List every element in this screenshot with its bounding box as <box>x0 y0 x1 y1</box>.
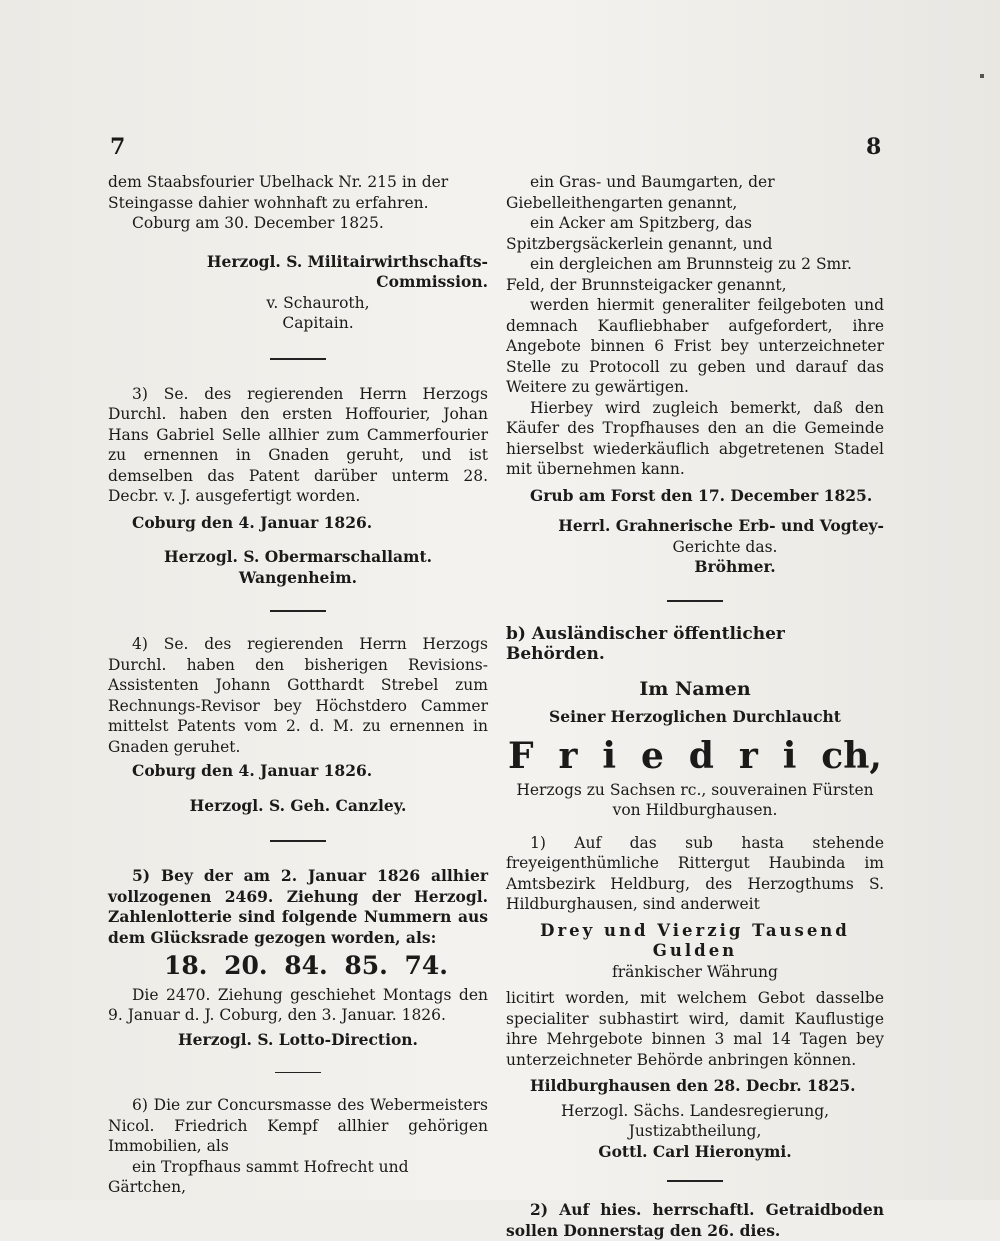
page-number-right: 8 <box>866 134 882 160</box>
herzogs-title: Herzogs zu Sachsen rc., souverainen Fürsten <box>516 780 874 799</box>
notice-1-continued: licitirt worden, mit welchem Gebot dasselbe specialiter subhastirt wird, damit Kauflustige ihre Mehrgebote binnen 3 mal 14 Tagen bey unterzeichneter Behörde anbringen können. <box>506 989 884 1069</box>
notice-1-date: Hildburghausen den 28. Decbr. 1825. <box>530 1076 856 1095</box>
notice-6-body: werden hiermit generaliter feilgeboten und demnach Kaufliebhaber aufgefordert, ihre Angebote binnen 6 Frist bey unterzeichneter Stelle zu Protocoll zu geben und darauf das Weitere zu gewärtigen. <box>506 296 884 396</box>
notice-1-signature: Gottl. Carl Hieronymi. <box>598 1141 792 1161</box>
notice-4-text: 4) Se. des regierenden Herrn Herzogs Durchl. haben den bisherigen Revisions-Assistenten Johann Gotthardt Strebel zum Rechnungs-Revisor bey Höchstdero Cammer mittelst Patents vom 2. d. M. zu ernennen in Gnaden geruhet. <box>108 635 488 756</box>
notice-3-signature: Wangenheim. <box>238 567 358 587</box>
lottery-numbers <box>108 951 488 980</box>
notice-6-authority: Herrl. Grahnerische Erb- und Vogtey- <box>558 516 884 535</box>
left-column <box>108 172 488 1198</box>
page-number-left: 7 <box>110 134 126 160</box>
notice-a-authority: Herzogl. S. Militairwirthschafts-Commission. <box>206 251 488 291</box>
right-column <box>506 172 884 1241</box>
notice-6-text: 6) Die zur Concursmasse des Webermeisters Nicol. Friedrich Kempf allhier gehörigen Immobilien, als <box>108 1096 488 1155</box>
name-letter: e <box>640 734 664 777</box>
notice-6-authority-cont: Gerichte das. <box>672 537 778 556</box>
notice-1-currency: fränkischer Währung <box>612 962 778 981</box>
property-item: ein Gras- und Baumgarten, der Giebelleithengarten genannt, <box>506 173 775 212</box>
separator-rule <box>275 1072 321 1073</box>
notice-a-title: Capitain. <box>282 314 354 332</box>
notice-1-department: Justizabtheilung, <box>628 1122 762 1140</box>
separator-rule <box>667 1180 723 1182</box>
separator-rule <box>270 610 326 612</box>
separator-rule <box>270 840 326 842</box>
lottery-number: 20. <box>224 951 268 980</box>
property-item: ein Acker am Spitzberg, das Spitzbergsäckerlein genannt, und <box>506 214 773 253</box>
notice-4-date: Coburg den 4. Januar 1826. <box>132 761 373 780</box>
notice-a-signature: v. Schauroth, <box>266 293 370 312</box>
lottery-number: 85. <box>344 951 388 980</box>
separator-rule <box>270 358 326 360</box>
notice-5-next-draw: Die 2470. Ziehung geschiehet Montags den 9. Januar d. J. Coburg, den 3. Januar. 1826. <box>108 985 488 1024</box>
notice-3-date: Coburg den 4. Januar 1826. <box>132 512 373 532</box>
name-letter: i <box>602 734 617 777</box>
name-letter: i <box>782 734 797 777</box>
notice-a-date: Coburg am 30. December 1825. <box>132 214 384 232</box>
von-hildburghausen: von Hildburghausen. <box>612 801 778 819</box>
friedrich-name <box>506 736 884 776</box>
separator-rule <box>667 600 723 602</box>
notice-2-text: 2) Auf hies. herrschaftl. Getraidboden sollen Donnerstag den 26. dies. <box>506 1200 884 1240</box>
notice-5-text: 5) Bey der am 2. Januar 1826 allhier vollzogenen 2469. Ziehung der Herzogl. Zahlenlotterie sind folgende Nummern aus dem Glücksrade gezogen worden, als: <box>108 866 488 947</box>
notice-5-authority: Herzogl. S. Lotto-Direction. <box>178 1029 418 1049</box>
name-letter: r <box>558 734 578 777</box>
notice-a-line: Steingasse dahier wohnhaft zu erfahren. <box>108 193 429 212</box>
lottery-number: 74. <box>404 951 448 980</box>
notice-1-authority: Herzogl. Sächs. Landesregierung, <box>560 1101 830 1120</box>
notice-6-date: Grub am Forst den 17. December 1825. <box>530 485 873 505</box>
notice-3-authority: Herzogl. S. Obermarschallamt. <box>164 547 432 566</box>
section-b-heading: b) Ausländischer öffentlicher Behörden. <box>506 623 785 664</box>
notice-3-text: 3) Se. des regierenden Herrn Herzogs Durchl. haben den ersten Hoffourier, Johan Hans Gabriel Selle allhier zum Cammerfourier zu ernennen in Gnaden geruht, und ist demselben das Patent darüber unterm 28. Decbr. v. J. ausgefertigt worden. <box>108 384 488 505</box>
notice-4-authority: Herzogl. S. Geh. Canzley. <box>189 795 407 815</box>
notice-1-text: 1) Auf das sub hasta stehende freyeigenthümliche Rittergut Haubinda im Amtsbezirk Heldburg, des Herzogthums S. Hildburghausen, sind anderweit <box>506 833 884 913</box>
name-letter: F <box>508 734 534 777</box>
notice-1-amount: Drey und Vierzig Tausend Gulden <box>540 920 850 960</box>
property-item: ein dergleichen am Brunnsteig zu 2 Smr. Feld, der Brunnsteigacker genannt, <box>506 255 852 294</box>
name-letter: ch, <box>821 734 882 777</box>
notice-6-note: Hierbey wird zugleich bemerkt, daß den Käufer des Tropfhauses den an die Gemeinde hierselbst wiederkäuflich abgetretenen Stadel mit übernehmen kann. <box>506 398 884 478</box>
notice-6-item: ein Tropfhaus sammt Hofrecht und Gärtchen, <box>108 1157 409 1196</box>
notice-a-line: dem Staabsfourier Ubelhack Nr. 215 in der <box>108 173 449 191</box>
lottery-number: 84. <box>284 951 328 980</box>
lottery-number: 18. <box>164 951 208 980</box>
seiner-durchlaucht: Seiner Herzoglichen Durchlaucht <box>549 707 841 726</box>
name-letter: d <box>688 734 714 777</box>
im-namen-heading: Im Namen <box>639 677 751 700</box>
notice-6-signature: Bröhmer. <box>694 557 776 576</box>
name-letter: r <box>738 734 758 777</box>
print-speck <box>980 74 984 78</box>
